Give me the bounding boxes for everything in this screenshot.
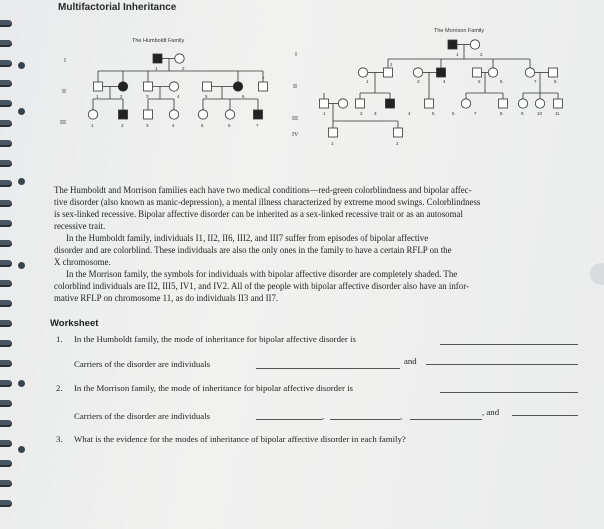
morrison-III-num-9: 9 <box>521 111 524 116</box>
question-1b-text: Carriers of the disorder are individuals <box>74 359 211 369</box>
humboldt-III-num-6: 6 <box>228 123 231 128</box>
paragraph-1-line-4: recessive trait. <box>54 221 106 231</box>
morrison-II3 <box>413 68 422 77</box>
humboldt-II5 <box>203 82 212 91</box>
morrison-IV-num-2: 2 <box>396 141 399 146</box>
morrison-III-num-10: 10 <box>537 111 543 116</box>
humboldt-III-num-5: 5 <box>201 123 204 128</box>
morrison-pedigree-chart <box>318 36 580 150</box>
morrison-III-spouse <box>338 99 347 108</box>
morrison-II1 <box>358 68 367 77</box>
question-2-answer-blank[interactable] <box>440 392 578 393</box>
question-2b-comma-2: , <box>400 411 403 421</box>
morrison-II4 <box>437 68 446 77</box>
morrison-III-num-6: 6 <box>452 111 455 116</box>
morrison-II-num-3: 3 <box>417 79 420 84</box>
paragraph-3-line-2: colorblind individuals are II2, III5, IV1, and IV2. All of the people with bipolar affective disorder also have an infor- <box>54 281 469 291</box>
humboldt-III-num-4: 4 <box>172 123 175 128</box>
humboldt-pedigree-chart <box>78 44 278 140</box>
morrison-III-num-7: 7 <box>474 111 477 116</box>
morrison-II-num-4: 4 <box>443 79 446 84</box>
morrison-gen-label-1: I <box>295 52 297 58</box>
morrison-III-num-11: 11 <box>555 111 560 116</box>
morrison-gen-label-3: III <box>292 116 298 122</box>
humboldt-III2 <box>119 110 128 119</box>
morrison-II-num-7: 7 <box>534 79 537 84</box>
morrison-IV1 <box>329 128 338 137</box>
paragraph-1-line-3: is sex-linked recessive. Bipolar affective disorder can be inherited as a sex-linked recessive trait or as an autosomal <box>54 209 463 219</box>
humboldt-II3 <box>144 82 153 91</box>
paragraph-2-line-1: In the Humboldt family, individuals I1, II2, II6, III2, and III7 suffer from episodes of bipolar affective <box>66 233 429 243</box>
humboldt-II-num-6: 6 <box>242 94 245 99</box>
humboldt-gen-label-3: III <box>60 120 66 126</box>
question-2b-answer-blank-2[interactable] <box>330 419 400 420</box>
humboldt-gen-label-1: I <box>64 58 66 64</box>
question-2b-text: Carriers of the disorder are individuals <box>74 411 211 421</box>
question-3-text: What is the evidence for the modes of inheritance of bipolar affective disorder in each family? <box>74 434 406 444</box>
humboldt-gen-label-2: II <box>62 89 66 95</box>
humboldt-II2 <box>118 82 127 91</box>
morrison-I-num-1: 1 <box>456 52 459 57</box>
humboldt-II-num-4: 4 <box>177 94 180 99</box>
humboldt-III4 <box>169 110 178 119</box>
morrison-I2 <box>470 40 479 49</box>
morrison-II6 <box>488 68 497 77</box>
morrison-III8 <box>535 99 544 108</box>
humboldt-III3 <box>144 110 153 119</box>
morrison-III-num-2: 2 <box>360 111 363 116</box>
paragraph-3-line-1: In the Morrison family, the symbols for individuals with bipolar affective disorder are completely shaded. The <box>66 269 458 279</box>
morrison-II2 <box>384 68 393 77</box>
morrison-III3 <box>386 99 395 108</box>
question-1b-answer-blank-2[interactable] <box>426 364 578 365</box>
morrison-III-num-5: 5 <box>432 111 435 116</box>
humboldt-II6 <box>233 82 242 91</box>
paragraph-3-line-3: mative RFLP on chromosome 11, as do individuals II3 and II7. <box>54 293 279 303</box>
question-2b-answer-blank-3[interactable] <box>410 419 482 420</box>
page-title: Multifactorial Inheritance <box>58 2 177 13</box>
paragraph-1-line-2: tive disorder (also known as manic-depression), a mental illness characterized by extreme mood swings. Colorblindness <box>54 197 481 207</box>
question-3-number: 3. <box>56 434 63 444</box>
paragraph-1-line-1: The Humboldt and Morrison families each have two medical conditions—red-green colorblindness and bipolar affec- <box>54 185 472 195</box>
morrison-II8 <box>549 68 558 77</box>
question-1-text: In the Humboldt family, the mode of inheritance for bipolar affective disorder is <box>74 334 356 344</box>
question-2b-answer-blank-4[interactable] <box>512 415 578 416</box>
humboldt-pedigree-title: The Humboldt Family <box>132 38 185 44</box>
morrison-IV-num-1: 1 <box>331 141 334 146</box>
paragraph-2-line-3: X chromosome. <box>54 257 111 267</box>
morrison-I-num-2: 2 <box>480 52 483 57</box>
morrison-III2 <box>356 99 365 108</box>
page-edge-shadow <box>590 263 604 285</box>
question-2b-answer-blank-1[interactable] <box>256 419 322 420</box>
question-1-answer-blank[interactable] <box>440 344 578 345</box>
morrison-III9 <box>554 99 563 108</box>
morrison-IV2 <box>394 128 403 137</box>
morrison-III-num-8: 8 <box>500 111 503 116</box>
morrison-II-num-1: 1 <box>366 79 369 84</box>
morrison-pedigree-title: The Morrison Family <box>434 28 485 34</box>
morrison-II7 <box>525 68 534 77</box>
morrison-gen-label-4: IV <box>292 132 299 138</box>
humboldt-II-num-3: 3 <box>146 94 149 99</box>
morrison-III-num-3: 3 <box>374 111 377 116</box>
humboldt-III-num-2: 2 <box>121 123 124 128</box>
humboldt-II4 <box>169 82 178 91</box>
morrison-II-num-8: 8 <box>554 79 557 84</box>
morrison-II-num-6: 6 <box>500 79 503 84</box>
morrison-III6 <box>499 99 508 108</box>
paragraph-2-line-2: disorder and are colorblind. These individuals are also the only ones in the family to have a certain RFLP on the <box>54 245 452 255</box>
humboldt-III1 <box>88 110 97 119</box>
humboldt-I1-male-affected <box>153 54 162 63</box>
humboldt-II-num-5: 5 <box>205 94 208 99</box>
question-2b-and: , and <box>482 407 500 417</box>
morrison-III-num-1: 1 <box>323 111 326 116</box>
morrison-III5 <box>461 99 470 108</box>
humboldt-III-num-1: 1 <box>91 123 94 128</box>
humboldt-III-num-3: 3 <box>146 123 149 128</box>
morrison-gen-label-2: II <box>293 84 297 90</box>
question-1b-answer-blank-1[interactable] <box>256 368 400 369</box>
humboldt-I-num-1: 1 <box>155 66 158 71</box>
question-2b-comma-1: , <box>322 411 325 421</box>
morrison-II-num-5: 5 <box>478 79 481 84</box>
question-2-text: In the Morrison family, the mode of inheritance for bipolar affective disorder is <box>74 383 353 393</box>
morrison-III-num-4: 4 <box>408 111 411 116</box>
humboldt-II1 <box>94 82 103 91</box>
morrison-III4 <box>425 99 434 108</box>
humboldt-I-num-2: 2 <box>182 66 185 71</box>
morrison-I1 <box>448 40 457 49</box>
question-1-number: 1. <box>56 334 63 344</box>
morrison-III7 <box>518 99 527 108</box>
humboldt-II-num-1: 1 <box>96 94 99 99</box>
question-2-number: 2. <box>56 383 63 393</box>
humboldt-II7 <box>259 82 268 91</box>
humboldt-III-num-7: 7 <box>256 123 259 128</box>
question-1b-and: and <box>404 356 417 366</box>
morrison-II-num-2: 2 <box>390 62 393 67</box>
humboldt-II-num-7: 7 <box>262 76 265 81</box>
morrison-II5 <box>473 68 482 77</box>
humboldt-I2-female <box>175 54 184 63</box>
humboldt-II-num-2: 2 <box>120 94 123 99</box>
humboldt-III6 <box>225 110 234 119</box>
humboldt-III7 <box>254 110 263 119</box>
worksheet-heading: Worksheet <box>50 318 99 329</box>
morrison-III1 <box>320 99 329 108</box>
humboldt-III5 <box>198 110 207 119</box>
